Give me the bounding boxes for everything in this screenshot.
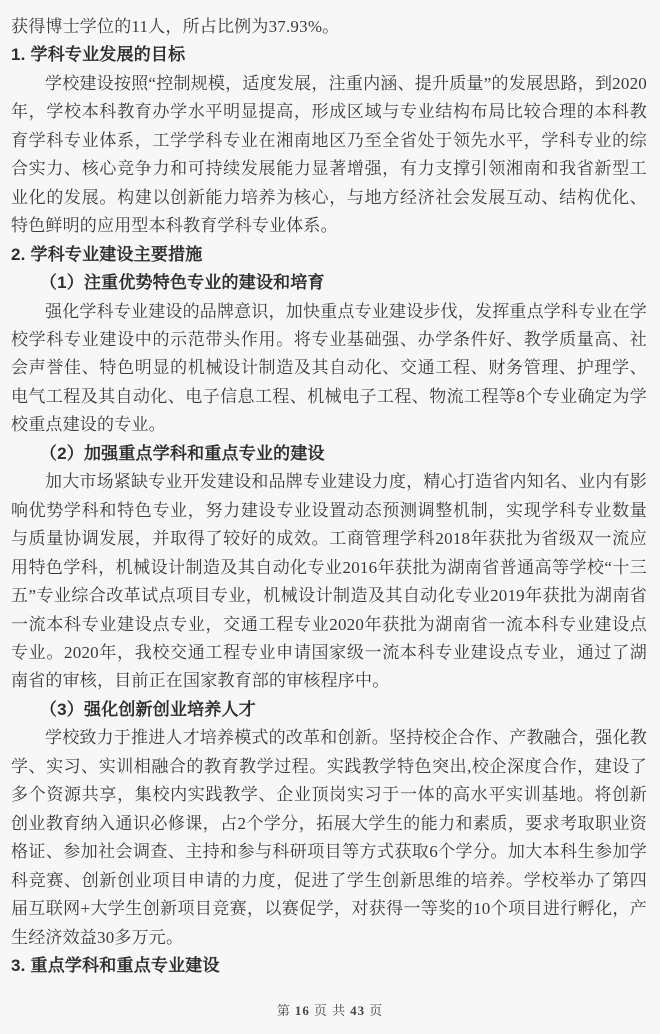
sub-section-heading: （2）加强重点学科和重点专业的建设 (39, 443, 325, 463)
body-paragraph: 学校建设按照“控制规模，适度发展，注重内涵、提升质量”的发展思路，到2020年，学校本科教育办学水平明显提高，形成区域与专业结构布局比较合理的本科教育学科专业体系，工学学科专业在湘南地区乃至全省处于领先水平，学科专业的综合实力、核心竞争力和可持续发展能力显著增强，有力支撑引领湘南和我省新型工业化的发展。构建以创新能力培养为核心，与地方经济社会发展互动、结构优化、特色鲜明的应用型本科教育学科专业体系。 (11, 73, 647, 236)
body-paragraph: 强化学科专业建设的品牌意识，加快重点专业建设步伐，发挥重点学科专业在学校学科专业建设中的示范带头作用。将专业基础强、办学条件好、教学质量高、社会声誉佳、特色明显的机械设计制造及其自动化、交通工程、财务管理、护理学、电气工程及其自动化、电子信息工程、机械电子工程、物流工程等8个专业确定为学校重点建设的专业。 (11, 301, 647, 435)
sub-section-heading: （1）注重优势特色专业的建设和培育 (39, 273, 325, 293)
section-heading: 1. 学科专业发展的目标 (11, 45, 186, 65)
document-body (11, 13, 647, 980)
footer-page-suffix-label: 页 (313, 1003, 328, 1018)
section-heading: 2. 学科专业建设主要措施 (11, 244, 203, 264)
footer-total-pages: 43 (350, 1003, 366, 1018)
body-paragraph: 加大市场紧缺专业开发建设和品牌专业建设力度，精心打造省内知名、业内有影响优势学科和特色专业，努力建设专业设置动态预测调整机制，实现学科专业数量与质量协调发展，并取得了较好的成效。工商管理学科2018年获批为省级双一流应用特色学科，机械设计制造及其自动化专业2016年获批为湖南省普通高等学校“十三五”专业综合改革试点项目专业，机械设计制造及其自动化专业2019年获批为湖南省一流本科专业建设点专业，交通工程专业2020年获批为湖南省一流本科专业建设点专业。2020年，我校交通工程专业申请国家级一流本科专业建设点专业，通过了湖南省的审核，目前正在国家教育部的审核程序中。 (11, 472, 647, 691)
footer-page-prefix-label: 第 (276, 1003, 291, 1018)
section-heading: 3. 重点学科和重点专业建设 (11, 955, 220, 975)
footer-page-number: 16 (294, 1003, 310, 1018)
footer-total-prefix-label: 共 (332, 1003, 347, 1018)
sub-section-heading: （3）强化创新创业培养人才 (39, 699, 256, 719)
page-footer (0, 1000, 660, 1019)
body-paragraph: 学校致力于推进人才培养模式的改革和创新。坚持校企合作、产教融合，强化教学、实习、实训相融合的教育教学过程。实践教学特色突出,校企深度合作，建设了多个资源共享，集校内实践教学、企业顶岗实习于一体的高水平实训基地。将创新创业教育纳入通识必修课，占2个学分，拓展大学生的能力和素质，要求考取职业资格证、参加社会调查、主持和参与科研项目等方式获取6个学分。加大本科生参加学科竞赛、创新创业项目申请的力度，促进了学生创新思维的培养。学校举办了第四届互联网+大学生创新项目竞赛，以赛促学，对获得一等奖的10个项目进行孵化，产生经济效益30多万元。 (11, 728, 647, 947)
footer-total-suffix-label: 页 (369, 1003, 384, 1018)
body-paragraph: 获得博士学位的11人，所占比例为37.93%。 (11, 17, 340, 36)
